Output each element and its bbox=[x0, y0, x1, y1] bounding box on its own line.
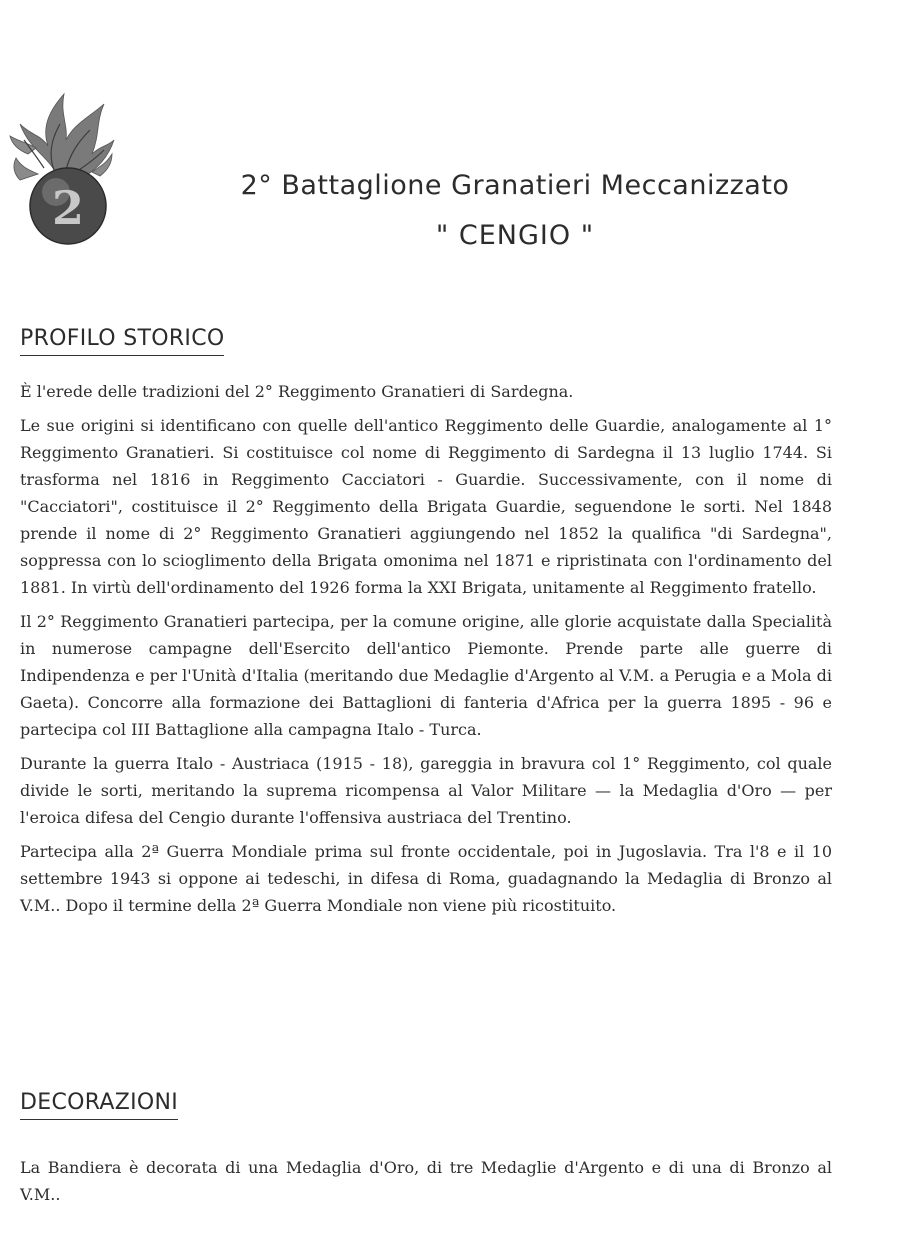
profilo-paragraph: Il 2° Reggimento Granatieri partecipa, per la comune origine, alle glorie acquistate dalla Specialità in numerose campagne dell'Esercito dell'antico Piemonte. Prende parte alle guerre di Indipendenza e per l'Unità d'Italia (meritando due Medaglie d'Argento al V.M. a Perugia e a Mola di Gaeta). Concorre alla formazione dei Battaglioni di fanteria d'Africa per la guerra 1895 - 96 e partecipa col III Battaglione alla campagna Italo - Turca. bbox=[20, 612, 832, 739]
title-battalion-motto: " CENGIO " bbox=[435, 220, 595, 251]
flaming-grenade-icon bbox=[8, 84, 116, 248]
profilo-storico-body bbox=[20, 378, 832, 926]
section-heading-decorazioni: DECORAZIONI bbox=[20, 1090, 178, 1120]
title-battalion-name: 2° Battaglione Granatieri Meccanizzato bbox=[240, 170, 790, 201]
decorazioni-paragraph: La Bandiera è decorata di una Medaglia d'Oro, di tre Medaglie d'Argento e di una di Bronzo al V.M.. bbox=[20, 1158, 832, 1204]
document-title bbox=[150, 166, 880, 256]
decorazioni-body bbox=[20, 1154, 832, 1215]
profilo-paragraph: Partecipa alla 2ª Guerra Mondiale prima sul fronte occidentale, poi in Jugoslavia. Tra l'8 e il 10 settembre 1943 si oppone ai tedeschi, in difesa di Roma, guadagnando la Medaglia di Bronzo al V.M.. Dopo il termine della 2ª Guerra Mondiale non viene più ricostituito. bbox=[20, 842, 832, 915]
grenadier-emblem bbox=[8, 84, 116, 248]
profilo-paragraph: Le sue origini si identificano con quelle dell'antico Reggimento delle Guardie, analogamente al 1° Reggimento Granatieri. Si costituisce col nome di Reggimento di Sardegna il 13 luglio 1744. Si trasforma nel 1816 in Reggimento Cacciatori - Guardie. Successivamente, con il nome di "Cacciatori", costituisce il 2° Reggimento della Brigata Guardie, seguendone le sorti. Nel 1848 prende il nome di 2° Reggimento Granatieri aggiungendo nel 1852 la qualifica "di Sardegna", soppressa con lo scioglimento della Brigata omonima nel 1871 e ripristinata con l'ordinamento del 1881. In virtù dell'ordinamento del 1926 forma la XXI Brigata, unitamente al Reggimento fratello. bbox=[20, 416, 832, 597]
section-heading-profilo-storico: PROFILO STORICO bbox=[20, 326, 224, 356]
profilo-paragraph: È l'erede delle tradizioni del 2° Reggimento Granatieri di Sardegna. bbox=[20, 382, 574, 401]
profilo-paragraph: Durante la guerra Italo - Austriaca (1915 - 18), gareggia in bravura col 1° Reggimento, col quale divide le sorti, meritando la suprema ricompensa al Valor Militare — la Medaglia d'Oro — per l'eroica difesa del Cengio durante l'offensiva austriaca del Trentino. bbox=[20, 754, 832, 827]
emblem-number: 2 bbox=[51, 181, 85, 235]
